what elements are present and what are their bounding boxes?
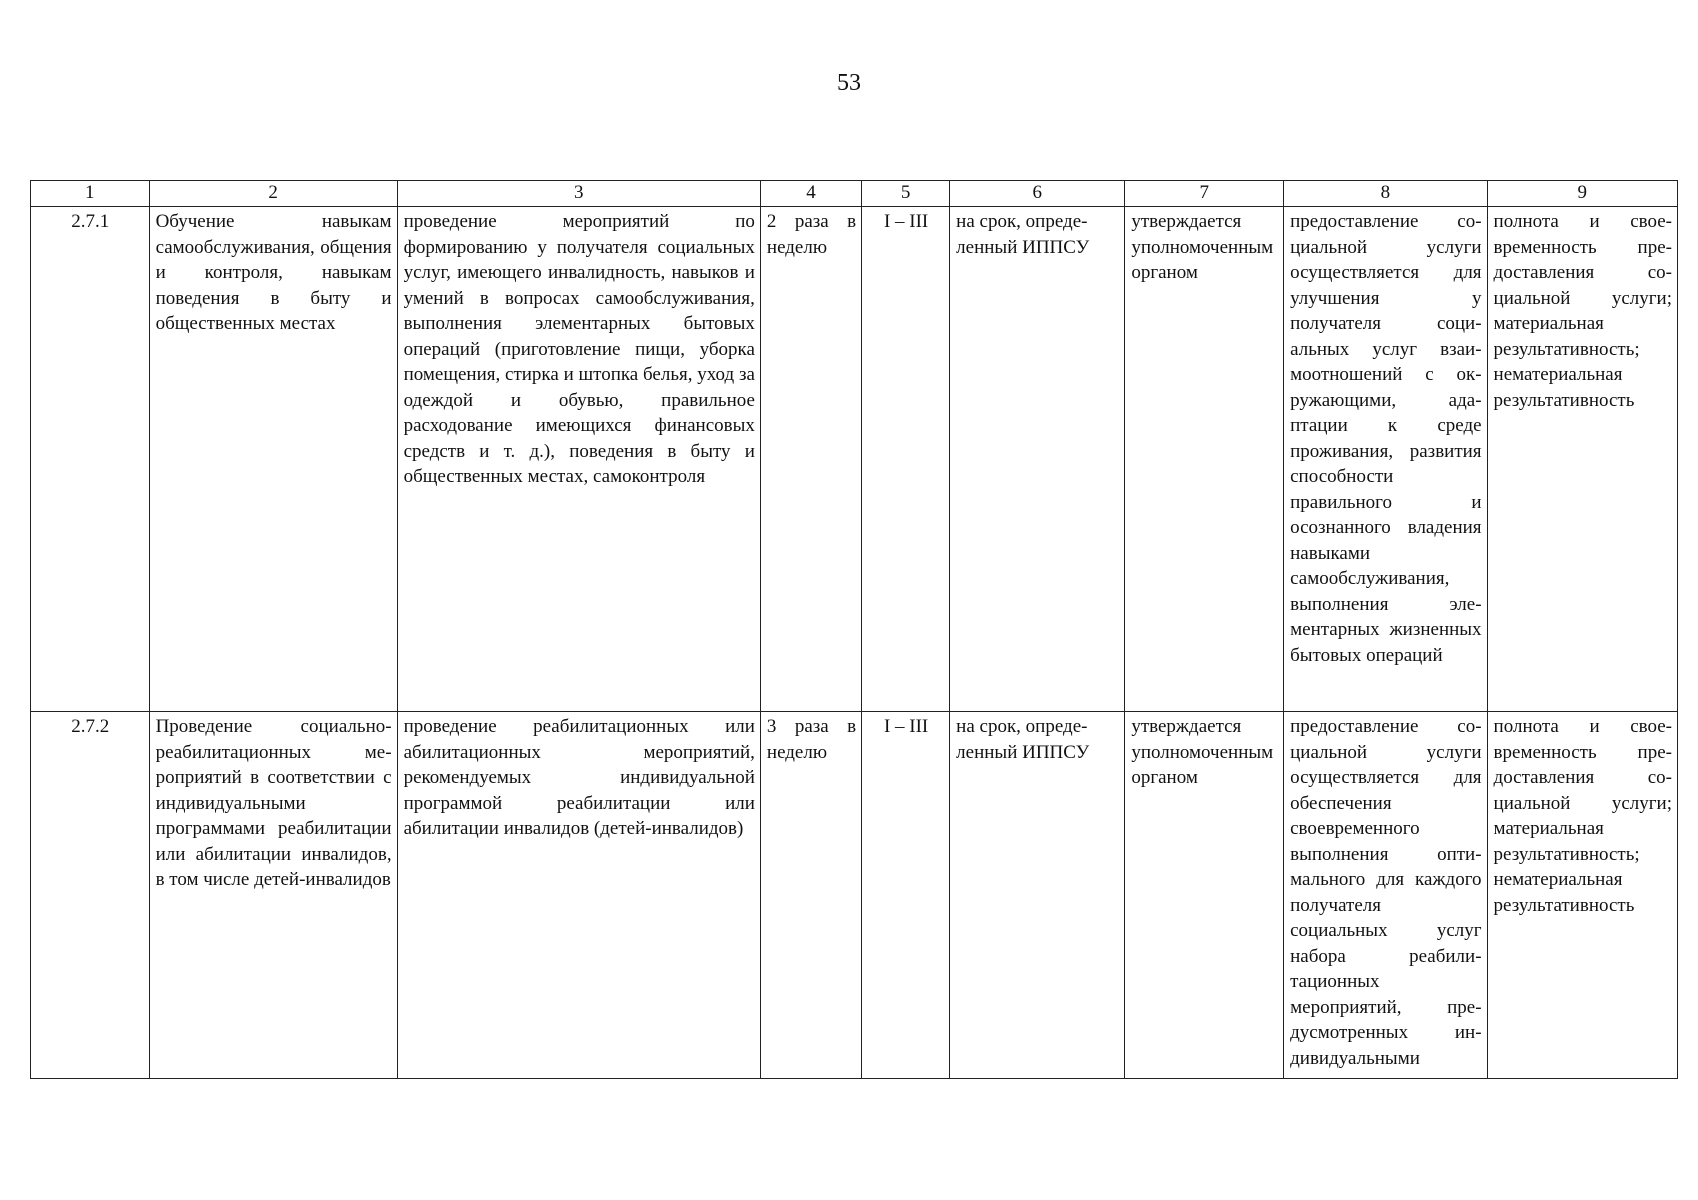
services-table (30, 180, 1678, 1079)
column-header: 1 (31, 181, 150, 207)
service-term: на срок, определенный ИППСУ (950, 207, 1125, 712)
column-header: 5 (862, 181, 950, 207)
table-row (31, 712, 1678, 1079)
column-header: 6 (950, 181, 1125, 207)
column-header: 9 (1487, 181, 1677, 207)
service-code: 2.7.1 (31, 207, 150, 712)
service-description: проведение реабилитационных или абилитационных мероприятий, рекомендуемых индивидуальной программой реабилитации или абилитации инвалидов (детей-инвалидов) (397, 712, 760, 1079)
service-conditions: предоставление социальной услуги осуществляется для обеспечения своевременного выполнения оптимального для каждого получателя социальных услуг набора реабилитационных мероприятий, предусмотренных индивидуальными (1284, 712, 1487, 1079)
service-conditions: предоставление социальной услуги осуществляется для улучшения у получателя социальных услуг взаимоотношений с окружающими, адаптации к среде проживания, развития способности правильного и осознанного владения навыками самообслуживания, выполнения элементарных жизненных бытовых операций (1284, 207, 1487, 712)
column-header: 8 (1284, 181, 1487, 207)
service-code: 2.7.2 (31, 712, 150, 1079)
service-quality: полнота и своевременность предоставления социальной услуги; материальная результативность; нематериальная результативность (1487, 712, 1677, 1079)
service-stage: I – III (862, 207, 950, 712)
column-header: 4 (760, 181, 861, 207)
table-row (31, 207, 1678, 712)
table-header-row (31, 181, 1678, 207)
column-header: 2 (149, 181, 397, 207)
service-stage: I – III (862, 712, 950, 1079)
service-name: Обучение навыкам самообслуживания, общения и контроля, навыкам поведения в быту и общественных местах (149, 207, 397, 712)
column-header: 7 (1125, 181, 1284, 207)
service-term: на срок, определенный ИППСУ (950, 712, 1125, 1079)
service-frequency: 2 раза в неделю (760, 207, 861, 712)
service-quality: полнота и своевременность предоставления социальной услуги; материальная результативность; нематериальная результативность (1487, 207, 1677, 712)
service-tariff: утверждается уполномоченным органом (1125, 712, 1284, 1079)
service-tariff: утверждается уполномоченным органом (1125, 207, 1284, 712)
service-name: Проведение социально-реабилитационных мероприятий в соответствии с индивидуальными программами реабилитации или абилитации инвалидов, в том числе детей-инвалидов (149, 712, 397, 1079)
page-number: 53 (837, 70, 861, 96)
column-header: 3 (397, 181, 760, 207)
service-description: проведение мероприятий по формированию у получателя социальных услуг, имеющего инвалидность, навыков и умений в вопросах самообслуживания, выполнения элементарных бытовых операций (приготовление пищи, уборка помещения, стирка и штопка белья, уход за одеждой и обувью, правильное расходование имеющихся финансовых средств и т. д.), поведения в быту и общественных местах, самоконтроля (397, 207, 760, 712)
service-frequency: 3 раза в неделю (760, 712, 861, 1079)
